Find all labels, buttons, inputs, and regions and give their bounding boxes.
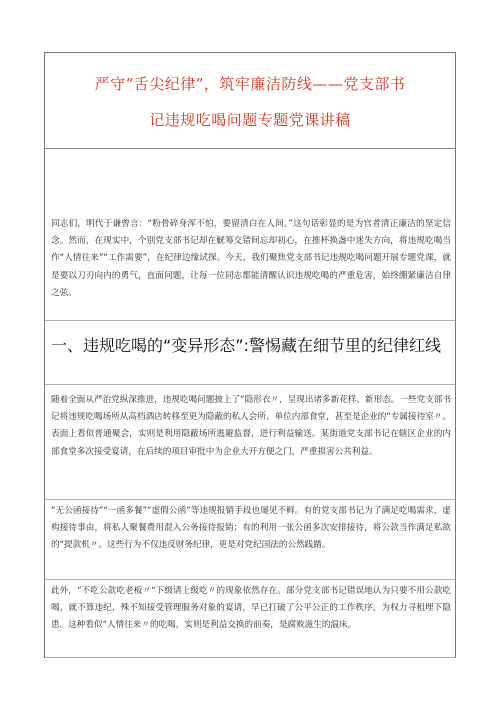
document-body bbox=[45, 149, 455, 657]
intro-paragraph: 同志们，明代于谦曾言：“粉骨碎身浑不怕，要留清白在人间。”这句话彰显的是为官者清正廉洁的坚定信念。然而，在现实中，个别党支部书记却在觥筹交错间忘却初心，在推杯换盏中迷失方向，将违规吃喝当作“人情往来”“工作需要”，在纪律边缘试探。今天，我们聚焦党支部书记违规吃喝问题开展专题党课，就是要以刀刃向内的勇气，直面问题，让每一位同志都能清醒认识违规吃喝的严重危害，始终绷紧廉洁自律之弦。 bbox=[51, 219, 451, 298]
section-1-heading: 一、违规吃喝的“变异形态”:警惕藏在细节里的纪律红线 bbox=[51, 336, 441, 355]
title-block bbox=[45, 53, 455, 149]
divider bbox=[45, 657, 455, 658]
document-title-line-1: 严守“舌尖纪律”，筑牢廉洁防线——党支部书 bbox=[94, 75, 406, 93]
divider bbox=[45, 579, 455, 580]
section-1-paragraph-1: 随着全面从严治党纵深推进，违规吃喝问题披上了“隐形衣〃，呈现出诸多新花样、新形态。一些党支部书记将违规吃喝场所从高档酒店转移至更为隐蔽的私人会所、单位内部食堂，甚至是企业的“专属接待室〃。表面上看似普通聚会，实则是利用隐蔽场所逃避监督，进行利益输送。某街道党支部书记在辖区企业的内部食堂多次接受宴请，在后续的项目审批中为企业大开方便之门，严重损害公共利益。 bbox=[51, 395, 451, 457]
document-title-line-2: 记违规吃喝问题专题党课讲稿 bbox=[149, 111, 351, 129]
document-page bbox=[44, 52, 456, 658]
divider bbox=[45, 384, 455, 385]
divider bbox=[45, 499, 455, 500]
section-1-paragraph-3: 此外，“不吃公款吃老板〃“下级请上级吃〃的现象依然存在。部分党支部书记错误地认为只要不用公款吃喝，就不算违纪，殊不知接受管理服务对象的宴请，早已打破了公平公正的工作秩序，为权力寻租埋下隐患。这种看似“人情往来〃的吃喝，实则是利益交换的前奏，是腐败滋生的温床。 bbox=[51, 586, 451, 631]
divider bbox=[45, 320, 455, 321]
section-1-paragraph-2: “无公函接待”“一函多餐”“虚假公函”等违规报销手段也屡见不鲜。有的党支部书记为了满足吃喝需求，虚构接待事由，将私人聚餐费用混入公务接待报销；有的利用一张公函多次安排接待，将公款当作满足私欲的“提款机〃。这些行为不仅违反财务纪律，更是对党纪国法的公然践踏。 bbox=[51, 506, 451, 551]
